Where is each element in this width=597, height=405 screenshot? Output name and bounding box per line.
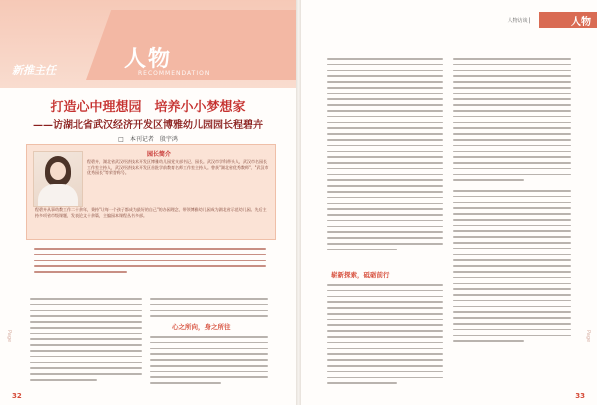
profile-box xyxy=(26,144,276,240)
right-column-2 xyxy=(453,58,571,185)
right-column-1-continued xyxy=(327,284,443,388)
profile-label: 园长简介 xyxy=(147,151,172,158)
running-header-label: 人物访谈 ▏ xyxy=(507,18,533,24)
article-byline: □ 本刊记者 殷宇鸿 xyxy=(118,136,178,143)
left-page xyxy=(0,0,296,405)
running-header-title: 人物 xyxy=(571,17,591,28)
profile-text: 程碧卉，湖北省武汉经济技术开发区博雅幼儿园党支部书记、园长。武汉市学科带头人，武汉市名园长工作室主持人，武汉经济技术开发区首批学前教育名师工作室主持人。曾获"湖北省优秀教师"、"武汉市优秀园长"等荣誉称号。 xyxy=(87,159,269,175)
right-page xyxy=(301,0,597,405)
column-flag: 新推主任 xyxy=(12,64,56,77)
section-subtitle-en: RECOMMENDATION xyxy=(138,70,211,77)
body-column-2-continued xyxy=(150,336,268,388)
article-subheading: 心之所向，身之所往 xyxy=(172,323,231,331)
article-headline: 打造心中理想园 培养小小梦想家 xyxy=(50,100,246,115)
profile-text-continued: 程碧卉从事幼教工作二十余年，秉持"让每一个孩子都成为最好的自己"的办园理念，带领博雅幼儿园成为湖北省示范幼儿园。先后主持多项省市级课题，发表论文十余篇，主编园本课程丛书多部。 xyxy=(35,207,267,218)
right-column-1 xyxy=(327,58,443,255)
side-page-label: Page xyxy=(585,330,591,343)
section-banner xyxy=(0,0,296,88)
article-subhead: ——访湖北省武汉经济开发区博雅幼儿园园长程碧卉 xyxy=(33,120,263,131)
body-column-2 xyxy=(150,298,268,321)
right-subheading: 崭新探索，砥砺前行 xyxy=(331,271,390,279)
right-column-2-continued xyxy=(453,190,571,346)
section-title: 人物 xyxy=(124,46,173,72)
page-number: 33 xyxy=(575,392,585,400)
body-column-1 xyxy=(30,298,142,385)
portrait-photo xyxy=(33,151,83,207)
intro-paragraph xyxy=(34,248,266,277)
side-page-label: Page xyxy=(6,330,12,343)
page-number: 32 xyxy=(12,392,22,400)
